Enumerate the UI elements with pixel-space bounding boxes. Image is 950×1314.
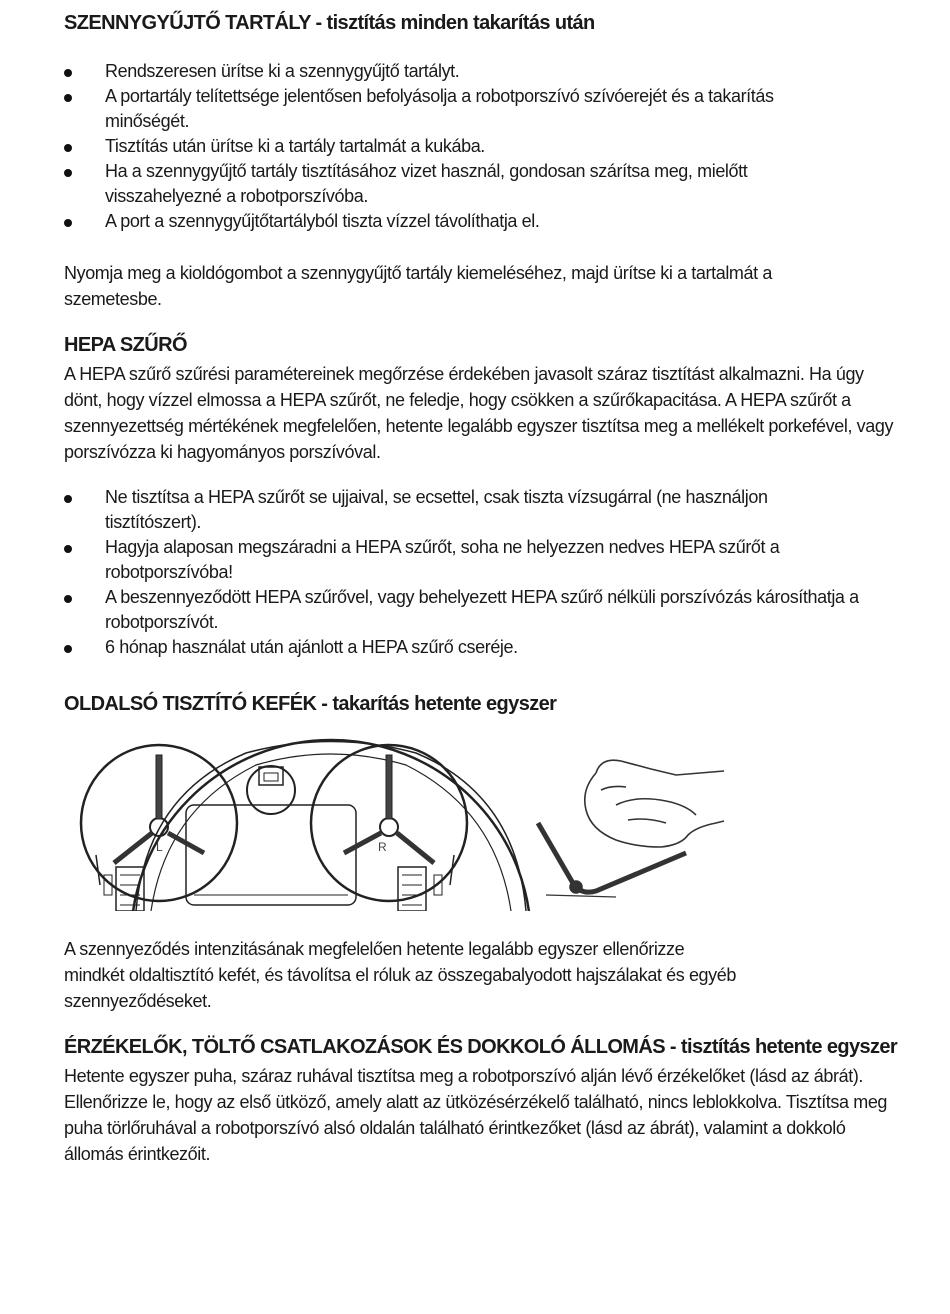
bullet-icon bbox=[64, 495, 72, 503]
hepa-heading: HEPA SZŰRŐ bbox=[64, 334, 187, 356]
robot-underside-illustration bbox=[76, 735, 736, 915]
hepa-paragraph: A HEPA szűrő szűrési paramétereinek megőrzése érdekében javasolt száraz tisztítást alkalmazni. Ha úgy dönt, hogy vízzel elmossa a HEPA szűrőt, ne feledje, hogy csökken a szűrőkapacitása. A HEPA szűrőt a szennyezettség mértékének megfelelően, hetente legalább egyszer tisztítsa meg a mellékelt porkefével, vagy porszívózza ki hagyományos porszívóval. bbox=[64, 364, 894, 462]
sensors-heading: ÉRZÉKELŐK, TÖLTŐ CSATLAKOZÁSOK ÉS DOKKOLÓ ÁLLOMÁS - tisztítás hetente egyszer bbox=[64, 1036, 898, 1058]
bullet-icon bbox=[64, 645, 72, 653]
list-item: Tisztítás után ürítse ki a tartály tartalmát a kukába. bbox=[64, 134, 894, 159]
right-brush-label: R bbox=[378, 840, 387, 854]
dust-bin-heading: SZENNYGYŰJTŐ TARTÁLY - tisztítás minden takarítás után bbox=[64, 12, 595, 34]
list-item: A portartály telítettsége jelentősen befolyásolja a robotporszívó szívóerejét és a takarítás minőségét. bbox=[64, 84, 894, 134]
dust-bin-bullet-list bbox=[64, 59, 894, 234]
hepa-bullet-list bbox=[64, 485, 894, 660]
bullet-icon bbox=[64, 169, 72, 177]
bullet-icon bbox=[64, 595, 72, 603]
list-item: Ha a szennygyűjtő tartály tisztításához vizet használ, gondosan szárítsa meg, mielőtt visszahelyezné a robotporszívóba. bbox=[64, 159, 894, 209]
hand-cleaning-illustration bbox=[538, 760, 724, 897]
dust-bin-paragraph: Nyomja meg a kioldógombot a szennygyűjtő tartály kiemeléséhez, majd ürítse ki a tartalmát a szemetesbe. bbox=[64, 263, 772, 309]
list-item: Ne tisztítsa a HEPA szűrőt se ujjaival, se ecsettel, csak tiszta vízsugárral (ne használjon tisztítószert). bbox=[64, 485, 894, 535]
list-item: Rendszeresen ürítse ki a szennygyűjtő tartályt. bbox=[64, 59, 894, 84]
robot-body-outline bbox=[131, 740, 531, 915]
side-brushes-heading: OLDALSÓ TISZTÍTÓ KEFÉK - takarítás hetente egyszer bbox=[64, 693, 557, 715]
bullet-icon bbox=[64, 69, 72, 77]
side-brush-figure bbox=[76, 735, 736, 915]
list-item: A port a szennygyűjtőtartályból tiszta vízzel távolíthatja el. bbox=[64, 209, 894, 234]
bullet-icon bbox=[64, 94, 72, 102]
list-item: Hagyja alaposan megszáradni a HEPA szűrőt, soha ne helyezzen nedves HEPA szűrőt a robotporszívóba! bbox=[64, 535, 894, 585]
bullet-icon bbox=[64, 545, 72, 553]
list-item: 6 hónap használat után ajánlott a HEPA szűrő cseréje. bbox=[64, 635, 894, 660]
list-item: A beszennyeződött HEPA szűrővel, vagy behelyezett HEPA szűrő nélküli porszívózás károsíthatja a robotporszívót. bbox=[64, 585, 894, 635]
sensors-paragraph: Hetente egyszer puha, száraz ruhával tisztítsa meg a robotporszívó alján lévő érzékelőket (lásd az ábrát). Ellenőrizze le, hogy az első ütköző, amely alatt az ütközésérzékelő található, nincs leblokkolva. Tisztítsa meg puha törlőruhával a robotporszívó alsó oldalán található érintkezőket (lásd az ábrát), valamint a dokkoló állomás érintkezőit. bbox=[64, 1066, 888, 1164]
bullet-icon bbox=[64, 144, 72, 152]
side-brushes-paragraph: A szennyeződés intenzitásának megfelelően hetente legalább egyszer ellenőrizze mindkét oldaltisztító kefét, és távolítsa el róluk az összegabalyodott hajszálakat és egyéb szennyeződéseket. bbox=[64, 939, 736, 1011]
left-brush-label: L bbox=[156, 840, 163, 854]
bullet-icon bbox=[64, 219, 72, 227]
